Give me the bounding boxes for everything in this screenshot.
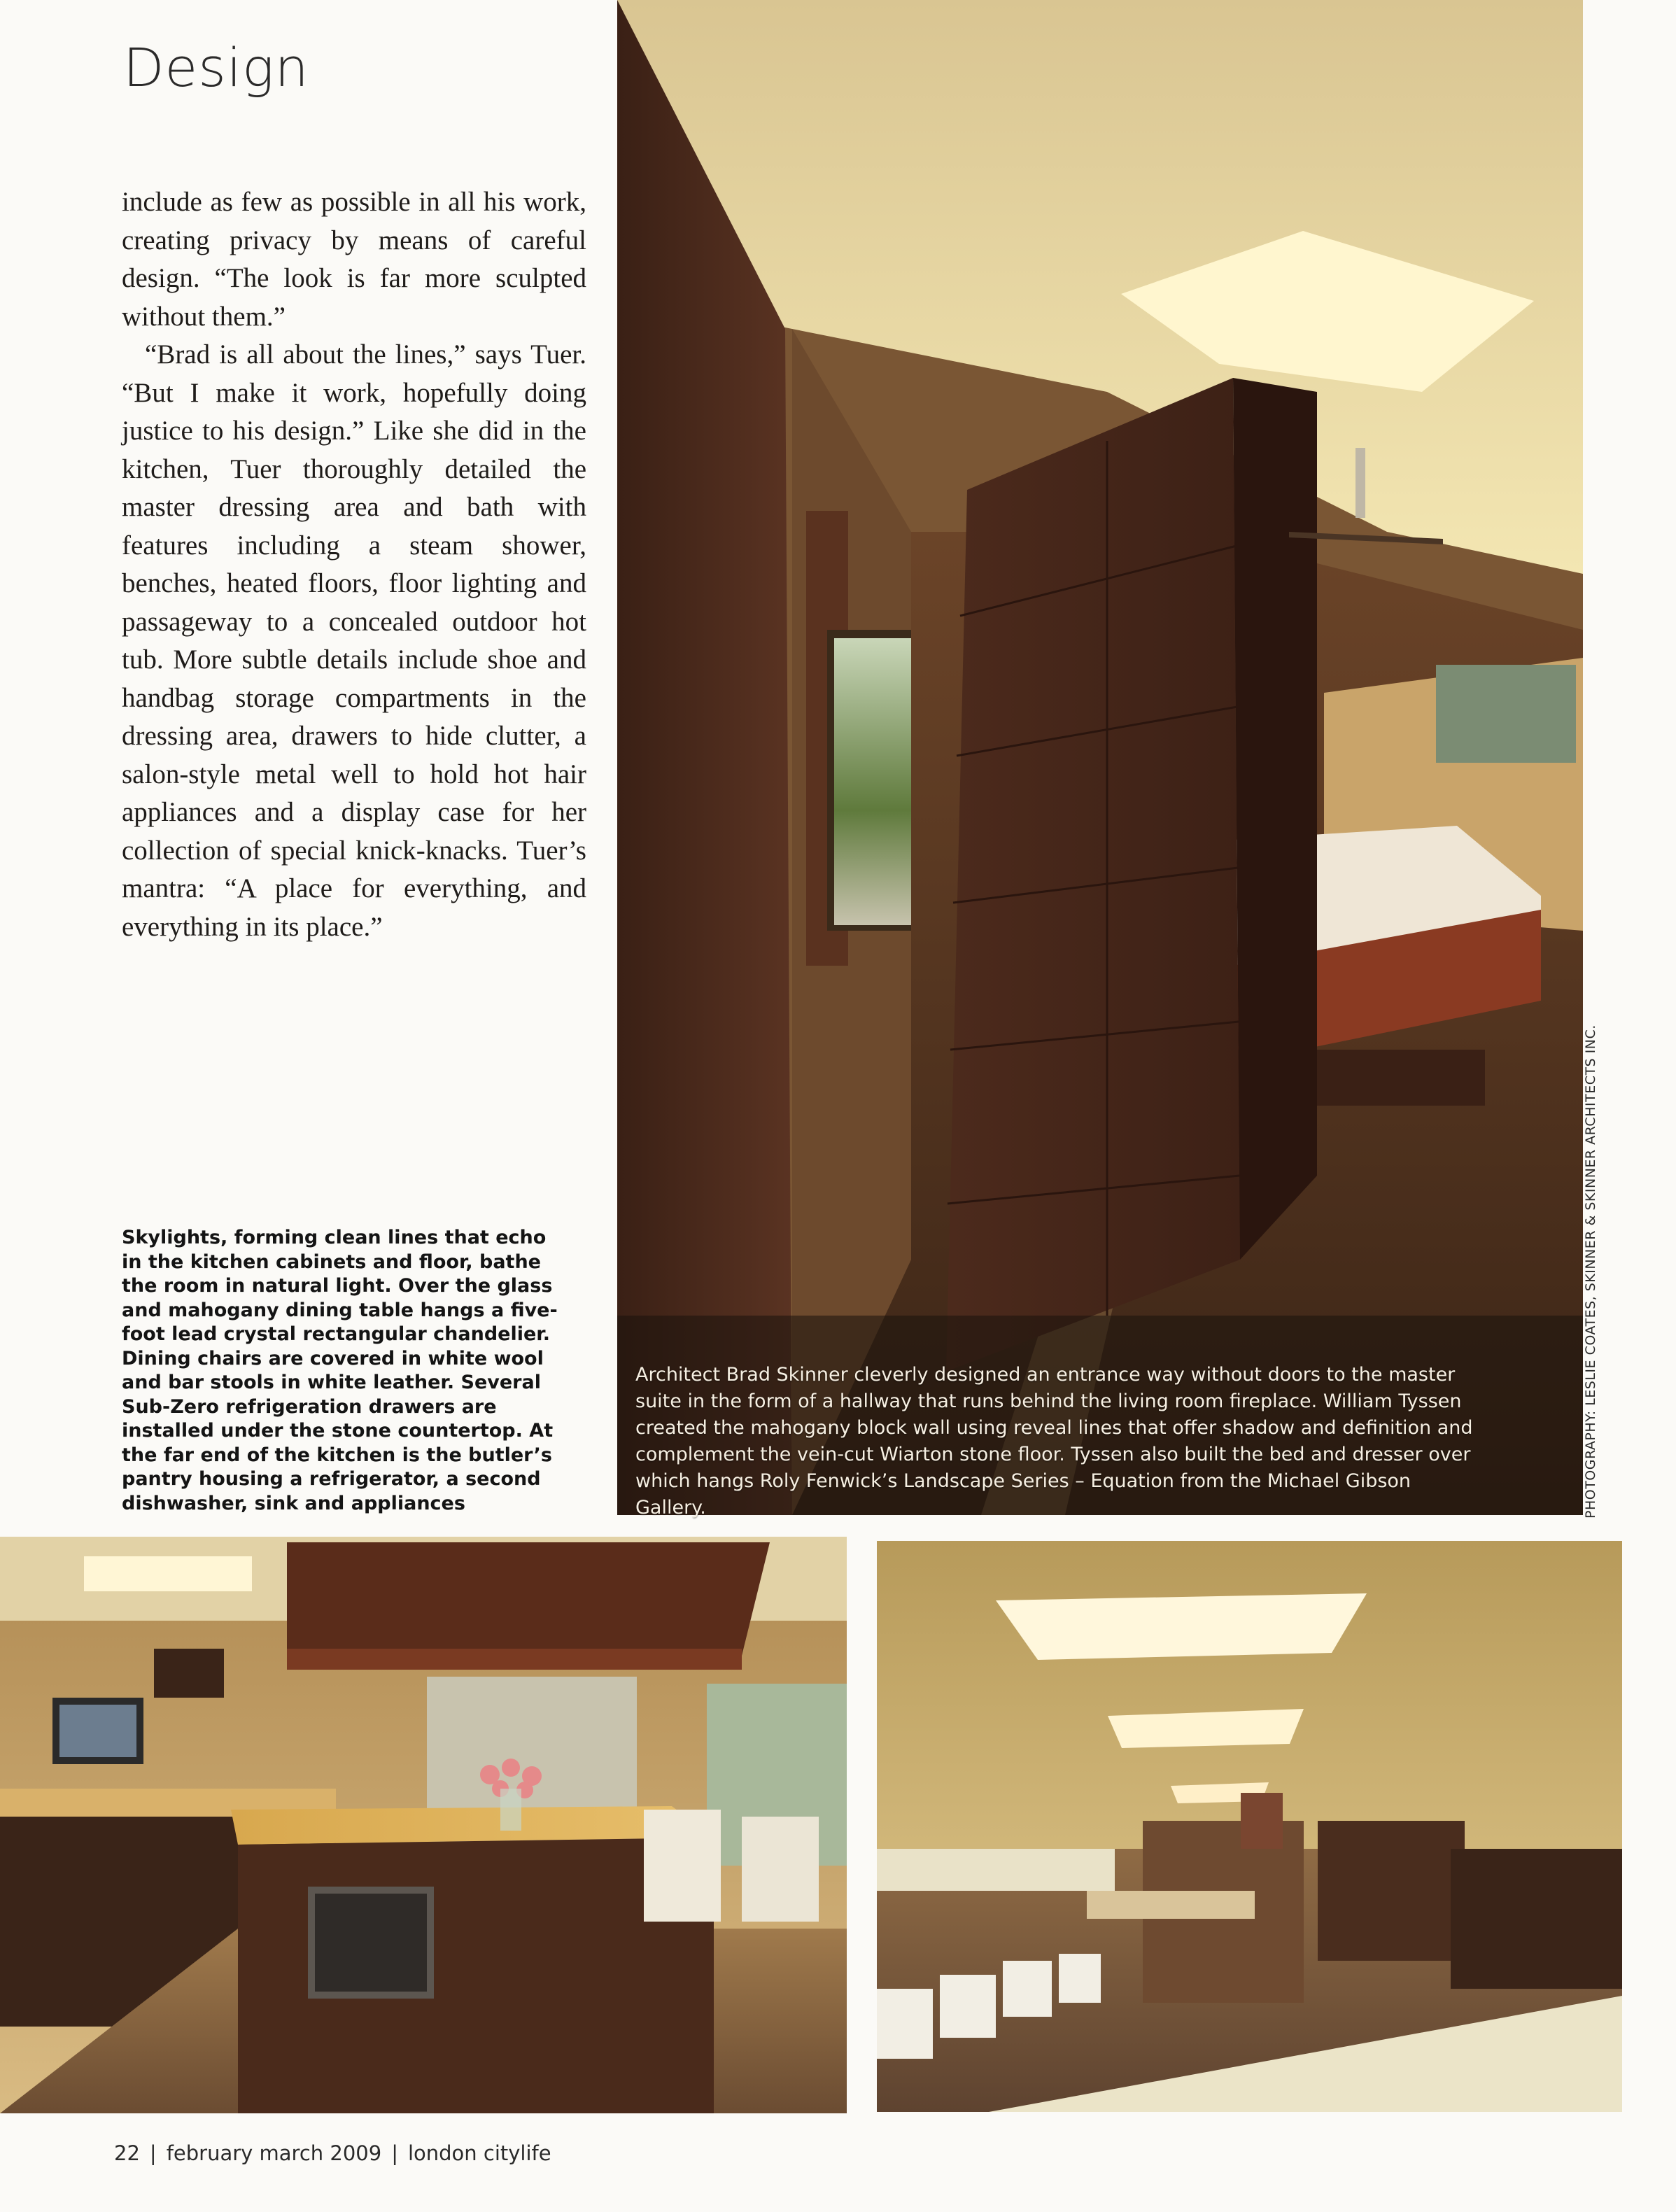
photo-credit: PHOTOGRAPHY: LESLIE COATES, SKINNER & SKINNER ARCHITECTS INC. (1583, 1024, 1598, 1519)
article-paragraph-2: “Brad is all about the lines,” says Tuer. “But I make it work, hopefully doing justice to his design.” Like she did in the kitchen, Tuer thoroughly detailed the master dressing area and bath with features including a steam shower, benches, heated floors, floor lighting and passageway to a concealed outdoor hot tub. More subtle details include shoe and handbag storage compartments in the dressing area, drawers to hide clutter, a salon-style metal well to hold hot hair appliances and a display case for her collection of special knick-knacks. Tuer’s mantra: “A place for everything, and everything in its place.” (122, 339, 586, 942)
article-paragraph-1: include as few as possible in all his work, creating privacy by means of careful design. “The look is far more sculpted without them.” (122, 187, 586, 332)
article-body (122, 183, 586, 946)
page-footer (114, 2141, 551, 2165)
page-number: 22 (114, 2141, 140, 2165)
section-title: Design (123, 36, 309, 99)
magazine-name: london citylife (407, 2141, 551, 2165)
issue-date: february march 2009 (166, 2141, 382, 2165)
hallway-photo (617, 0, 1583, 1515)
kitchen-caption: Skylights, forming clean lines that echo in the kitchen cabinets and floor, bathe the room in natural light. Over the glass and mahogany dining table hangs a five-foot lead crystal rectangular chandelier. Dining chairs are covered in white wool and bar stools in white leather. Several Sub-Zero refrigeration drawers are installed under the stone countertop. At the far end of the kitchen is the butler’s pantry housing a refrigerator, a second dishwasher, sink and appliances (122, 1227, 558, 1514)
hallway-caption: Architect Brad Skinner cleverly designed an entrance way without doors to the master suite in the form of a hallway that runs behind the living room fireplace. William Tyssen created the mahogany block wall using reveal lines that offer shadow and definition and complement the vein-cut Wiarton stone floor. Tyssen also built the bed and dresser over which hangs Roly Fenwick’s Landscape Series – Equation from the Michael Gibson Gallery. (635, 1364, 1473, 1519)
footer-separator: | (149, 2141, 157, 2165)
kitchen-photo (0, 1537, 847, 2113)
dining-photo (877, 1541, 1622, 2112)
footer-separator: | (391, 2141, 398, 2165)
